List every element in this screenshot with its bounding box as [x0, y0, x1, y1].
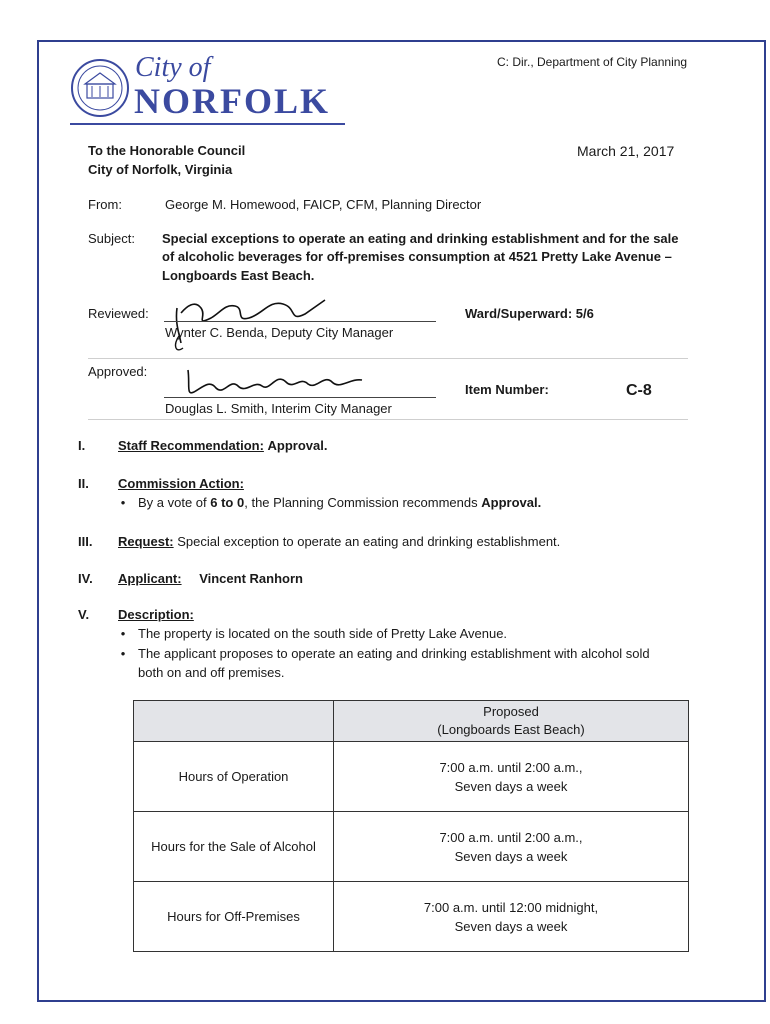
section-text: Special exception to operate an eating and drinking establishment.: [177, 534, 561, 549]
section-text: Approval.: [267, 438, 328, 453]
reviewed-signature-line: [164, 321, 436, 322]
subject-label: Subject:: [88, 231, 135, 246]
applicant-name: Vincent Ranhorn: [199, 571, 303, 586]
row-label: Hours of Operation: [134, 742, 334, 812]
list-item: [118, 495, 541, 510]
city-seal-icon: [70, 58, 130, 118]
logo-city-of: City of: [135, 52, 211, 83]
value-line: Seven days a week: [454, 848, 568, 864]
bullet-text: By a vote of: [138, 495, 211, 510]
logo-underline: [70, 123, 345, 125]
section-number: IV.: [78, 571, 93, 586]
row-value: [334, 812, 689, 882]
approved-signature-line: [164, 397, 436, 398]
approver-name: Douglas L. Smith, Interim City Manager: [165, 401, 392, 416]
table-row: [134, 812, 689, 882]
divider: [88, 419, 688, 420]
bullet-text: , the Planning Commission recommends: [244, 495, 482, 510]
hours-table: [133, 700, 689, 952]
address-line-2: City of Norfolk, Virginia: [88, 162, 233, 177]
staff-recommendation: [118, 438, 328, 453]
value-line: Seven days a week: [454, 918, 568, 934]
value-line: 7:00 a.m. until 2:00 a.m.,: [439, 829, 583, 845]
ward-label: Ward/Superward: 5/6: [465, 306, 594, 321]
divider: [88, 358, 688, 359]
bullet-icon: •: [120, 495, 126, 510]
bullet-text: both on and off premises.: [138, 665, 285, 680]
row-value: [334, 882, 689, 952]
section-heading: Staff Recommendation:: [118, 438, 264, 453]
logo-norfolk: NORFOLK: [134, 81, 331, 121]
value-line: 7:00 a.m. until 2:00 a.m.,: [439, 759, 583, 775]
section-number: V.: [78, 607, 90, 622]
approver-signature-icon: [180, 360, 370, 405]
bullet-icon: •: [120, 646, 126, 661]
section-number: I.: [78, 438, 86, 453]
row-value: [334, 742, 689, 812]
subject-line-3: Longboards East Beach.: [162, 268, 315, 283]
list-item: [118, 626, 507, 641]
table-header-proposed: [334, 701, 689, 742]
memo-date: March 21, 2017: [577, 143, 675, 159]
section-heading: Applicant:: [118, 571, 182, 586]
value-line: 7:00 a.m. until 12:00 midnight,: [423, 899, 599, 915]
value-line: Seven days a week: [454, 778, 568, 794]
section-heading: Description:: [118, 607, 194, 622]
table-row: [134, 742, 689, 812]
vote-count: 6 to 0: [210, 495, 245, 510]
reviewed-label: Reviewed:: [88, 306, 149, 321]
section-heading: Request:: [118, 534, 174, 549]
applicant: [118, 571, 303, 586]
from-value: George M. Homewood, FAICP, CFM, Planning Director: [165, 197, 482, 212]
reviewer-signature-icon: [165, 278, 345, 358]
row-label: Hours for Off-Premises: [134, 882, 334, 952]
row-label: Hours for the Sale of Alcohol: [134, 812, 334, 882]
table-row: [134, 882, 689, 952]
request: [118, 534, 560, 549]
table-header-blank: [134, 701, 334, 742]
section-heading: Commission Action:: [118, 476, 244, 491]
header-line: Proposed: [483, 704, 539, 719]
reviewer-name: Wynter C. Benda, Deputy City Manager: [165, 325, 394, 340]
approved-label: Approved:: [88, 364, 148, 379]
cc-line: C: Dir., Department of City Planning: [497, 55, 688, 69]
subject-line-1: Special exceptions to operate an eating and drinking establishment and for the sale: [162, 231, 679, 246]
header-line: (Longboards East Beach): [437, 722, 585, 737]
subject-line-2: of alcoholic beverages for off-premises consumption at 4521 Pretty Lake Avenue –: [162, 249, 672, 264]
bullet-text: The applicant proposes to operate an eating and drinking establishment with alcohol sold: [138, 646, 650, 661]
bullet-icon: •: [120, 626, 126, 641]
address-line-1: To the Honorable Council: [88, 143, 246, 158]
recommendation: Approval.: [481, 495, 542, 510]
bullet-text: The property is located on the south side of Pretty Lake Avenue.: [138, 626, 508, 641]
list-item: [118, 646, 650, 661]
item-number-value: C-8: [626, 382, 652, 399]
item-number-label: Item Number:: [465, 382, 549, 397]
from-label: From:: [88, 197, 122, 212]
section-number: II.: [78, 476, 89, 491]
table-header-row: [134, 701, 689, 742]
section-number: III.: [78, 534, 93, 549]
